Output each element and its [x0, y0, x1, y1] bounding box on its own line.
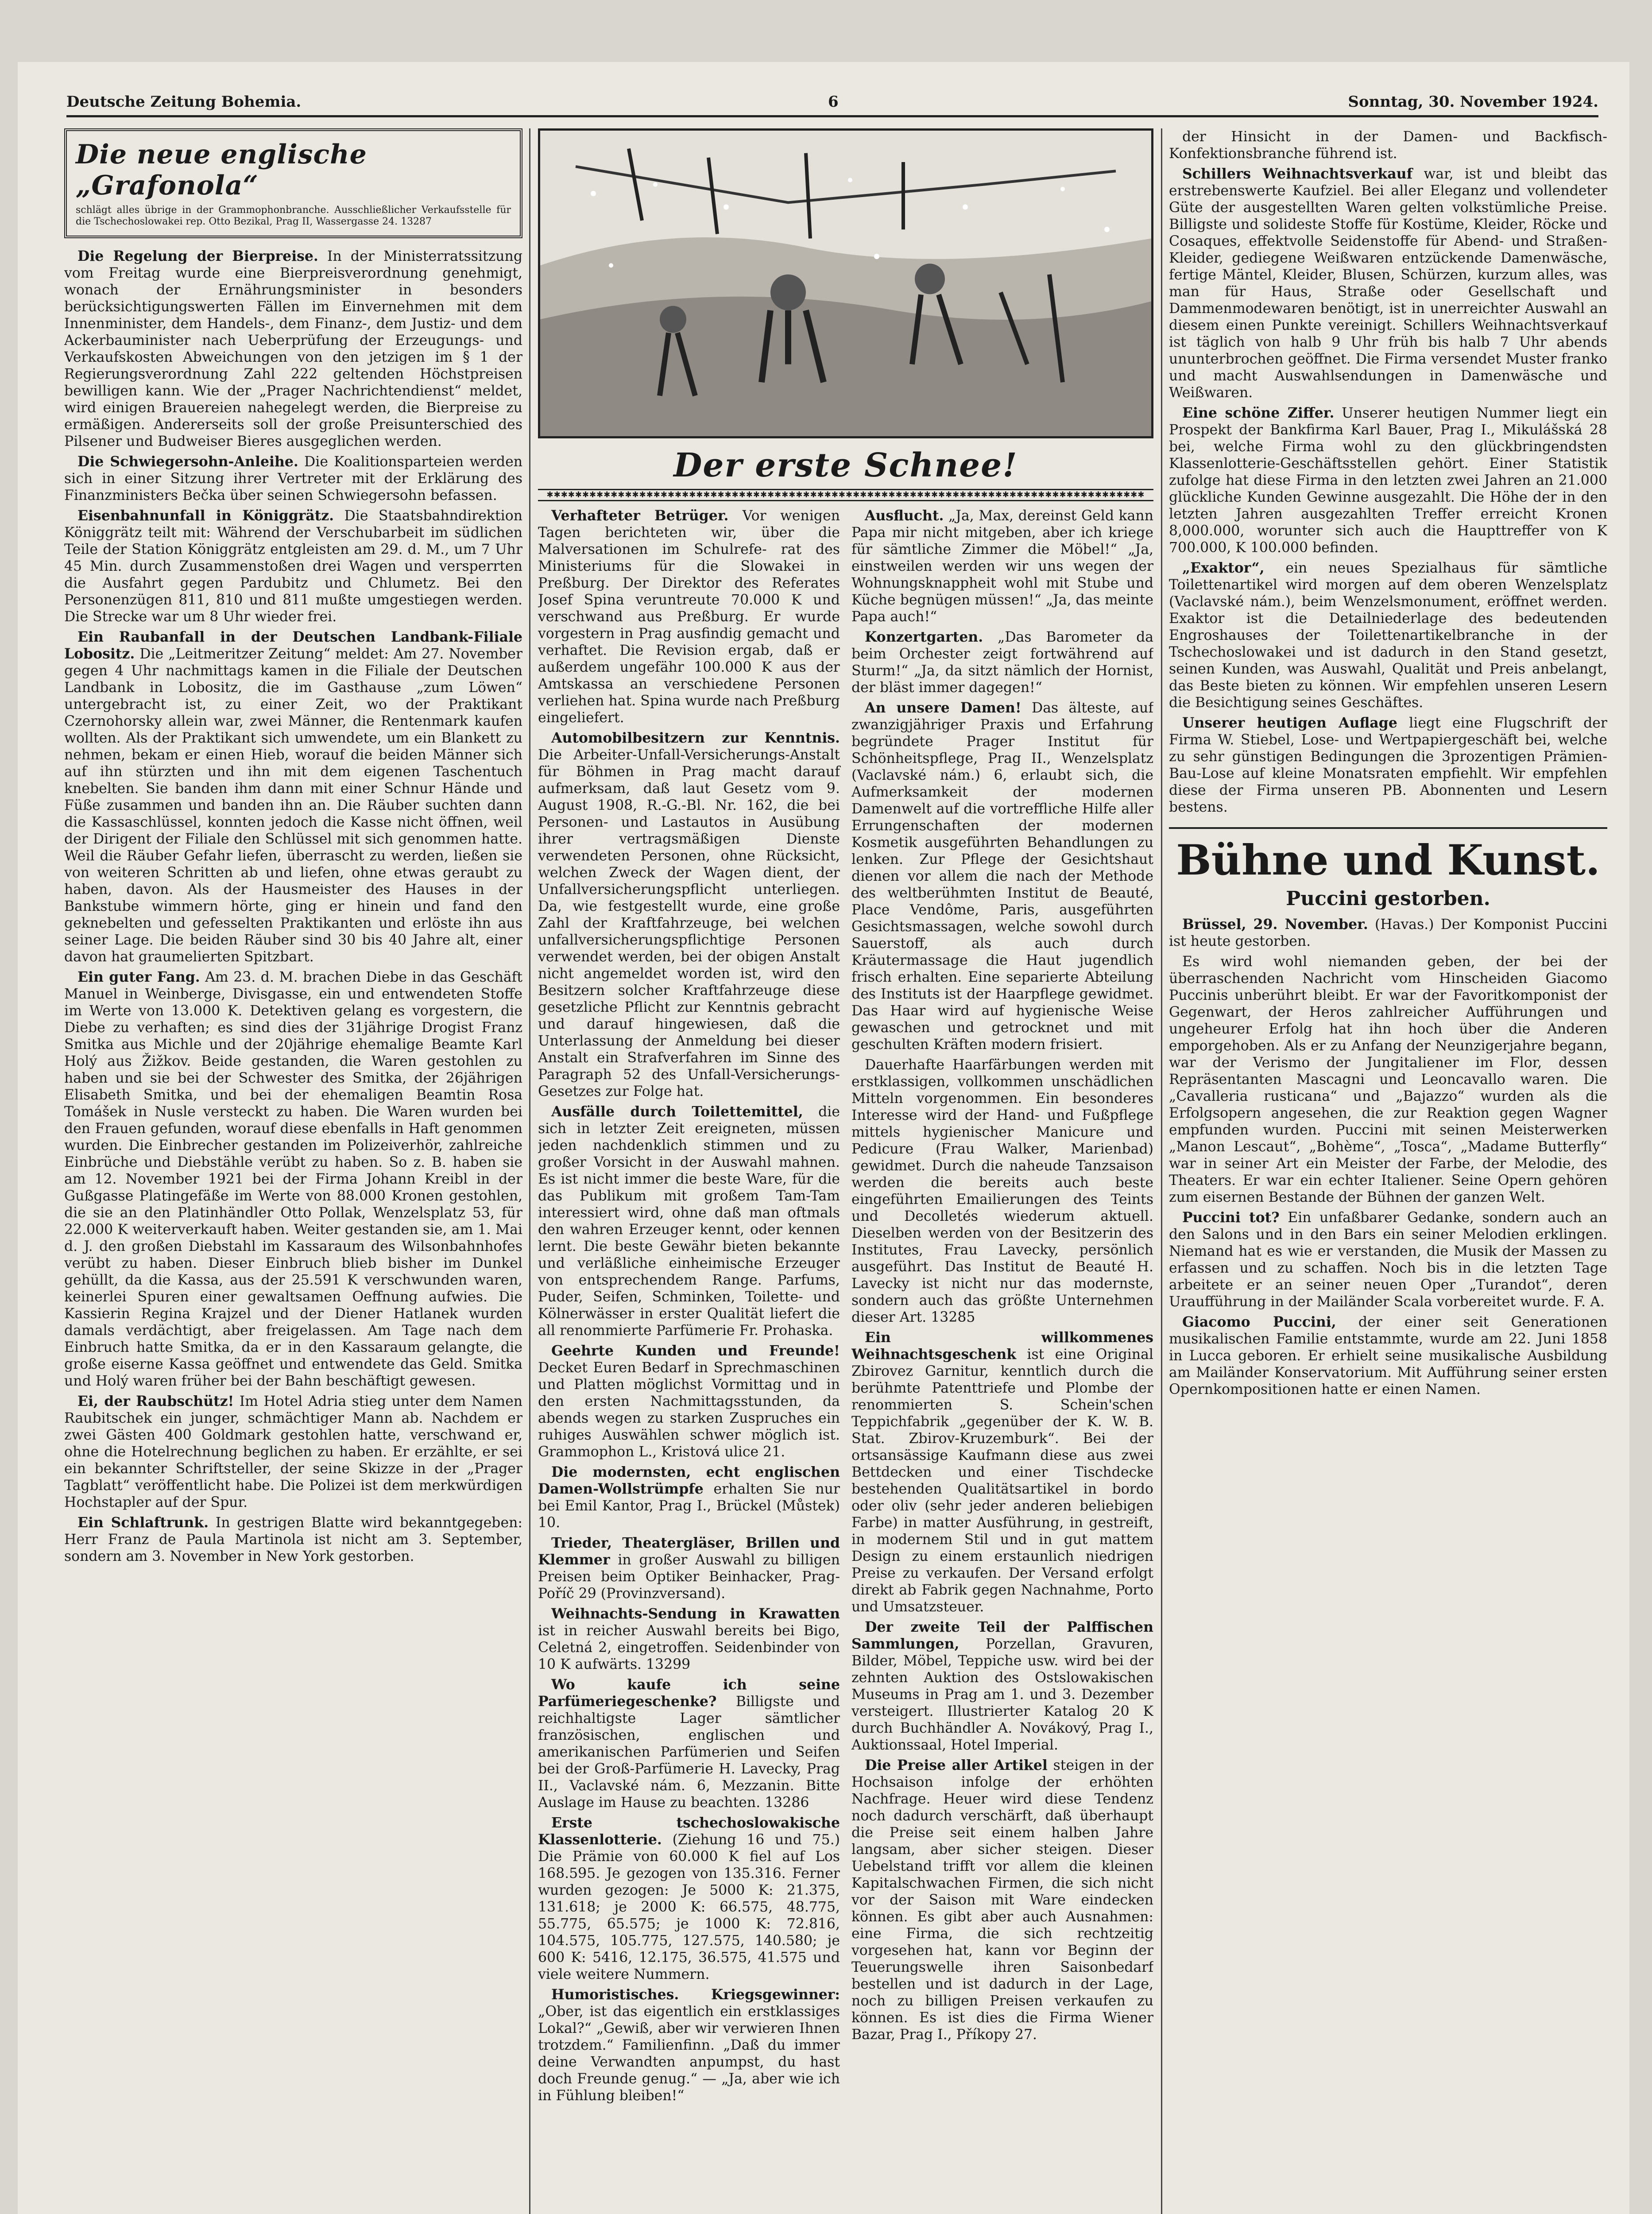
article-paragraph [851, 1057, 1153, 1326]
article-headline: Eine schöne Ziffer. [1182, 405, 1335, 421]
article-headline: An unsere Damen! [865, 700, 1021, 716]
article-text: (Havas.) Der Komponist Puccini ist heute gestorben. [1169, 917, 1607, 949]
article-headline: Ein guter Fang. [77, 969, 200, 985]
article-text: Billigste und reichhaltigste Lager sämtlicher französischen, englischen und amerikanischen Parfümerien und Seifen bei der Groß-Parfümerie H. Lavecky, Prag II., Vaclavské nám. 6, Mezzanin. Bitte Auslage im Hause zu beachten. 13286 [538, 1694, 840, 1811]
illustration-first-snow [538, 128, 1153, 438]
article-headline: Brüssel, 29. November. [1182, 916, 1368, 933]
article-paragraph [1169, 1314, 1607, 1398]
article-headline: Verhafteter Betrüger. [551, 507, 729, 524]
article-headline: Humoristisches. Kriegsgewinner: [551, 1986, 840, 2003]
article-paragraph [538, 1986, 840, 2104]
article-list [1169, 128, 1607, 816]
article-paragraph [851, 1329, 1153, 1615]
article-text: Es wird wohl niemanden geben, der bei der überraschenden Nachricht vom Hinscheiden Giacomo Puccinis unberührt bleibt. Er war der Favoritkomponist der Gegenwart, der Heros zahlreicher Aufführungen und ungeheurer Erfolg hat ihn hoch über die Anderen emporgehoben. Als er zu Anfang der Neunzigerjahre begann, war der Verismo der Jungitaliener im Flor, dessen Repräsentanten Mascagni und Leoncavallo waren. Die „Cavalleria rusticana“ und „Bajazzo“ wurden als die Erfolgsopern angesehen, die zur Reaktion gegen Wagner empfunden wurden. Puccini mit seinen Meisterwerken „Manon Lescaut“, „Bohème“, „Tosca“, „Madame Butterfly“ war in seiner Art ein Meister der Farbe, der Melodie, des Theaters. Er war ein echter Italiener. Seine Opern gehören zum eisernen Bestande der Bühnen der ganzen Welt. [1169, 954, 1607, 1205]
snow-scene-drawing [540, 131, 1151, 436]
article-text: Im Hotel Adria stieg unter dem Namen Raubitschek ein junger, schmächtiger Mann ab. Nachdem er zwei Gästen 400 Goldmark gestohlen hatte, verschwand er, ohne die Hotelrechnung beglichen zu haben. Er erzählte, er sei ein bekannter Schriftsteller, der seine Skizze in der „Prager Tagblatt“ veröffentlicht habe. Die Polizei ist dem merkwürdigen Hochstapler auf der Spur. [64, 1393, 522, 1510]
article-paragraph [1169, 916, 1607, 950]
article-text: Porzellan, Gravuren, Bilder, Möbel, Teppiche usw. wird bei der zehnten Auktion des Ostslowakischen Museums in Prag am 1. und 3. Dezember versteigert. Illustrierter Katalog 20 K durch Buchhändler A. Novákový, Prag I., Auktionssaal, Hotel Imperial. [851, 1636, 1153, 1753]
column-middle [538, 128, 1153, 2214]
article-paragraph [851, 1757, 1153, 2043]
article-paragraph [64, 1393, 522, 1511]
article-text: erhalten Sie nur bei Emil Kantor, Prag I., Brückel (Můstek) 10. [538, 1481, 840, 1531]
article-paragraph [64, 629, 522, 965]
article-list [851, 507, 1153, 2108]
article-headline: Die Regelung der Bierpreise. [77, 248, 318, 264]
column-rule [1161, 128, 1162, 2214]
article-text: ist eine Original Zbirovez Garnitur, kenntlich durch die berühmte Patenttriefe und Plombe der renommierten S. Schein'schen Teppichfabrik „gegenüber der K. W. B. Stat. Zbirov-Kruzemburk“. Bei der ortsansässige Kaufmann diese aus zwei Bettdecken und einer Tischdecke bestehenden Qualitätsartikel in bordo oder oliv (sehr jeder anderen beliebigen Farbe) in matter Ausführung, in gestreift, in modernem Stil und in gut mattem Design zu einem erstaunlich niedrigen Preise zu verkaufen. Der Versand erfolgt direkt ab Fabrik gegen Nachnahme, Porto und Umsatzsteuer. [851, 1347, 1153, 1615]
article-list [64, 248, 522, 1565]
article-text: Die Staatsbahndirektion Königgrätz teilt mit: Während der Verschubarbeit im südlichen Teile der Station Königgrätz entgleisten am 29. d. M., um 7 Uhr 45 Min. durch Zusammenstoßen drei Wagen und versperrten die Ausfahrt gegen Pardubitz und Chlumetz. Bei den Personenzügen 811, 810 und 811 mußte umgestiegen werden. Die Strecke war um 8 Uhr wieder frei. [64, 508, 522, 625]
page-number: 6 [828, 93, 839, 111]
article-text: Dauerhafte Haarfärbungen werden mit erstklassigen, vollkommen unschädlichen Mitteln vorgenommen. Ein besonderes Interesse wird der Hand- und Fußpflege mittels hygienischer Manicure und Pedicure (Frau Walker, Marienbad) gewidmet. Durch die naheude Tanzsaison werden die bereits auch beste eingeführten Emailierungen des Teints und Decolletés wiederum aktuell. Dieselben werden von der Besitzerin des Institutes, Frau Lavecky, persönlich ausgeführt. Das Institut de Beauté H. Lavecky ist nicht nur das modernste, sondern auch das größte Unternehmen dieser Art. 13285 [851, 1057, 1153, 1325]
article-paragraph [538, 1676, 840, 1811]
column-right [1169, 128, 1607, 2214]
article-text: „Ober, ist das eigentlich ein erstklassiges Lokal?“ „Gewiß, aber wir verwieren Ihnen trotzdem.“ Familienfinn. „Daß du immer deine Verwandten anpumpst, du hast doch Freunde genug.“ — „Ja, aber wie ich in Fühlung bleiben!“ [538, 2004, 840, 2104]
article-headline: Ein Raubanfall in der Deutschen Landbank-Filiale Lobositz. [64, 629, 522, 662]
article-text: ist in reicher Auswahl bereits bei Bigo, Celetná 2, eingetroffen. Seidenbinder von 10 K aufwärts. 13299 [538, 1623, 840, 1672]
article-text: die sich in letzter Zeit ereigneten, müssen jeden nachdenklich stimmen und zu großer Vorsicht in der Auswahl mahnen. Es ist nicht immer die beste Ware, für die das Publikum mit großem Tam-Tam interessiert wird, ohne daß man oftmals den wahren Erzeuger kennt, oder kennen lernt. Die beste Gewähr bieten bekannte und verläßliche einheimische Erzeuger von entsprechendem Range. Parfums, Puder, Seifen, Schminken, Toilette- und Kölnerwässer in erster Qualität liefert die all renommierte Parfümerie Fr. Prohaska. [538, 1104, 840, 1339]
article-headline: „Exaktor“, [1182, 560, 1265, 576]
article-headline: Die Schwiegersohn-Anleihe. [77, 453, 298, 470]
article-paragraph [1169, 953, 1607, 1206]
section-title: Bühne und Kunst. [1169, 827, 1607, 885]
illustration-caption: Der erste Schnee! [673, 446, 1018, 484]
article-text: Unserer heutigen Nummer liegt ein Prospekt der Bankfirma Karl Bauer, Prag I., Mikulášská 28 bei, welche Firma wohl zu den glückbringendsten Klassenlotterie-Geschäftsstellen gehört. Einer Statistik zufolge hat diese Firma in den letzten zwei Jahren an 21.000 glückliche Kunden Gewinne ausgezahlt. Die Höhe der in den letzten Jahren ausgezahlten Treffer erreicht Kronen 8,000.000, worunter sich auch die Haupttreffer von K 700.000, K 100.000 befinden. [1169, 405, 1607, 556]
article-paragraph [538, 1103, 840, 1339]
newspaper-page [18, 62, 1629, 2214]
article-paragraph [1169, 1209, 1607, 1310]
page-header [66, 89, 1598, 117]
article-headline: Konzertgarten. [865, 629, 983, 645]
article-text: Das älteste, auf zwanzigjähriger Praxis und Erfahrung begründete Prager Institut für Schönheitspflege, Prag II., Wenzelsplatz (Vaclavské nám.) 6, erlaubt sich, die Aufmerksamkeit der modernen Damenwelt auf die vortreffliche Hilfe aller Errungenschaften der modernen Kosmetik ausgeführten Behandlungen zu lenken. Zur Pflege der Gesichtshaut dienen vor allem die nach der Methode des weltberühmten Institut de Beauté, Place Vendôme, Paris, ausgeführten Gesichtsmassagen, welche sowohl durch Sauerstoff, als auch durch Kräutermassage die Haut jugendlich frisch erhalten. Eine separierte Abteilung des Instituts ist der Haarpflege gewidmet. Das Haar wird auf hygienische Weise gewaschen und getrocknet und mit geschulten Kräften modern frisiert. [851, 700, 1153, 1053]
article-text: ein neues Spezialhaus für sämtliche Toilettenartikel wird morgen auf dem oberen Wenzelsplatz (Vaclavské nám.), beim Wenzelsmonument, eröffnet werden. Exaktor ist die Detailniederlage des bedeutenden Engroshauses der Toilettenartikelbranche in der Tschechoslowakei und ist dadurch in den Stand gesetzt, seinen Kunden, was Auswahl, Qualität und Preis anbelangt, das Beste bieten zu können. Wir empfehlen unseren Lesern die Besichtigung seines Geschäftes. [1169, 560, 1607, 711]
article-text: der Hinsicht in der Damen- und Backfisch-Konfektionsbranche führend ist. [1169, 129, 1607, 162]
article-headline: Puccini tot? [1182, 1209, 1280, 1226]
article-list [1169, 916, 1607, 1398]
article-paragraph [851, 629, 1153, 696]
article-headline: Trieder, Theatergläser, Brillen und Klemmer [538, 1535, 840, 1568]
article-headline: Ausflucht. [865, 507, 944, 524]
article-headline: Erste tschechoslowakische Klassenlotterie. [538, 1815, 840, 1848]
article-text: der einer seit Generationen musikalischen Familie entstammte, wurde am 22. Juni 1858 in Lucca geboren. Er erhielt seine musikalische Ausbildung am Mailänder Konservatorium. Mit Aufführung seiner ersten Opernkompositionen hatte er einen Namen. [1169, 1314, 1607, 1397]
article-headline: Weihnachts-Sendung in Krawatten [551, 1606, 840, 1622]
article-headline: Geehrte Kunden und Freunde! [551, 1343, 840, 1359]
article-headline: Ein willkommenes Weihnachtsgeschenk [851, 1329, 1153, 1362]
article-text: Vor wenigen Tagen berichteten wir, über die Malversationen im Schulrefe- rat des Ministeriums für die Slowakei in Preßburg. Der Direktor des Referates Josef Spina veruntreute 70.000 K und verschwand aus Preßburg. Er wurde vorgestern in Prag ausfindig gemacht und verhaftet. Die Revision ergab, daß er außerdem ungefähr 100.000 K aus der Amtskassa an verschiedene Personen verliehen hat. Spina wurde nach Preßburg eingeliefert. [538, 508, 840, 726]
article-paragraph [64, 969, 522, 1390]
article-paragraph [64, 507, 522, 625]
article-headline: Schillers Weihnachtsverkauf [1182, 166, 1413, 182]
middle-split-columns [538, 507, 1153, 2108]
article-paragraph [538, 507, 840, 726]
article-paragraph [64, 1514, 522, 1565]
article-text: Die „Leitmeritzer Zeitung“ meldet: Am 27. November gegen 4 Uhr nachmittags kamen in die Filiale der Deutschen Landbank in Lobositz, die im Gasthause „zum Löwen“ untergebracht ist, zu einer Zeit, wo der Praktikant Czernohorsky allein war, zwei Männer, die Rentenmark kaufen wollten. Als der Praktikant sich umwendete, um ein Blankett zu nehmen, bekam er einen Hieb, worauf die beiden Männer sich auf ihn stürzten und ihn mit dem eigenen Taschentuch knebelten. Sie banden ihm dann mit einer Schnur Hände und Füße zusammen und banden ihn an. Die Räuber suchten dann die Kassaschlüssel, konnten jedoch die Kasse nicht öffnen, weil der Dirigent der Filiale den Schlüssel mit sich genommen hatte. Weil die Räuber Gefahr liefen, überrascht zu werden, ließen sie von weiteren Schritten ab und liefen, ohne etwas geraubt zu haben, davon. Als der Hausmeister des Hauses in der Bankstube wimmern hörte, ging er hinein und fand den geknebelten und gefesselten Praktikanten und erlöste ihn aus seiner Lage. Die beiden Räuber sind 30 bis 40 Jahre alt, einer davon hat graumelierten Spitzbart. [64, 646, 522, 965]
column-rule [529, 128, 530, 2214]
article-text: In der Ministerratssitzung vom Freitag wurde eine Bierpreisverordnung genehmigt, wonach der Ernährungsminister in besonders berücksichtigungswerten Fällen im Einvernehmen mit dem Innenminister, dem Handels-, dem Finanz-, dem Justiz- und dem Ackerbauminister nach Ueberprüfung der Erzeugungs- und Verkaufskosten Abweichungen von den jetzigen im § 1 der Regierungsverordnung Zahl 222 geltenden Höchstpreisen bewilligen kann. Wie der „Prager Nachrichtendienst“ meldet, wird einigen Brauereien nahegelegt werden, die Bierpreise zu ermäßigen. Andererseits soll der große Preisunterschied des Pilsener und Budweiser Bieres ausgeglichen werden. [64, 248, 522, 449]
article-paragraph [64, 453, 522, 504]
article-text: in großer Auswahl zu billigen Preisen beim Optiker Beinhacker, Prag-Poříč 29 (Provinzversand). [538, 1552, 840, 1602]
article-headline: Die modernsten, echt englischen Damen-Wollstrümpfe [538, 1464, 840, 1497]
article-headline: Giacomo Puccini, [1182, 1314, 1336, 1330]
article-text: In gestrigen Blatte wird bekanntgegeben: Herr Franz de Paula Martinola ist nicht am 3. September, sondern am 3. November in New York gestorben. [64, 1515, 522, 1564]
issue-date: Sonntag, 30. November 1924. [1348, 93, 1598, 111]
article-headline: Wo kaufe ich seine Parfümeriegeschenke? [538, 1676, 840, 1710]
section-subtitle: Puccini gestorben. [1286, 887, 1490, 910]
article-paragraph [1169, 560, 1607, 711]
ornament-divider: ✱✱✱✱✱✱✱✱✱✱✱✱✱✱✱✱✱✱✱✱✱✱✱✱✱✱✱✱✱✱✱✱✱✱✱✱✱✱✱✱✱✱✱✱✱✱✱✱✱✱✱✱✱✱✱✱✱✱✱✱✱✱✱✱✱✱✱✱✱✱✱✱✱✱✱✱✱✱✱✱✱✱✱✱ [538, 489, 1153, 501]
ad-title: Die neue englische „Grafonola“ [76, 139, 367, 201]
article-headline: Ausfälle durch Toilettemittel, [551, 1103, 803, 1120]
article-paragraph [538, 1343, 840, 1460]
article-paragraph [851, 1619, 1153, 1753]
advertisement-grafonola [64, 128, 522, 238]
article-text: „Ja, Max, dereinst Geld kann Papa mir nicht mitgeben, aber ich kriege für sämtliche Zimmer die Möbel!“ „Ja, einstweilen werden wir uns wegen der Wohnungsknappheit wohl mit Stube und Küche begnügen müssen!“ „Ja, das meinte Papa auch!“ [851, 508, 1153, 625]
article-paragraph [851, 507, 1153, 625]
article-text: Decket Euren Bedarf in Sprechmaschinen und Platten möglichst Vormittag und in den ersten Nachmittagsstunden, da abends wegen zu starken Zuspruches ein ruhiges Auswählen schwer möglich ist. Grammophon L., Kristová ulice 21. [538, 1360, 840, 1460]
ad-text: schlägt alles übrige in der Grammophonbranche. Ausschließlicher Verkaufsstelle für die Tschechoslowakei rep. Otto Bezikal, Prag II, Wassergasse 24. 13287 [76, 205, 511, 227]
article-text: (Ziehung 16 und 75.) Die Prämie von 60.000 K fiel auf Los 168.595. Je gezogen von 135.316. Ferner wurden gezogen: Je 5000 K: 21.375, 131.618; je 2000 K: 66.575, 48.775, 55.775, 65.575; je 1000 K: 72.816, 104.575, 105.775, 127.575, 140.580; je 600 K: 5416, 12.175, 36.575, 41.575 und viele weitere Nummern. [538, 1832, 840, 1982]
column-left [64, 128, 522, 2214]
article-text: Die Arbeiter-Unfall-Versicherungs-Anstalt für Böhmen in Prag macht darauf aufmerksam, daß laut Gesetz vom 9. August 1908, R.-G.-Bl. Nr. 162, die bei Personen- und Lastautos in Ausübung ihrer vertragsmäßigen Dienste verwendeten Personen, ohne Rücksicht, welchen Zweck der Wagen dient, der Unfallversicherungspflicht unterliegen. Da, wie festgestellt wurde, eine große Zahl der Kraftfahrzeuge, bei welchen unfallversicherungspflichtige Personen verwendet werden, bei der obigen Anstalt nicht angemeldet worden ist, wird den Besitzern solcher Kraftfahrzeuge diese gesetzliche Pflicht zur Kenntnis gebracht und darauf hingewiesen, daß die Unterlassung der Anmeldung bei dieser Anstalt ein Strafverfahren im Sinne des Paragraph 52 des Unfall-Versicherungs-Gesetzes zur Folge hat. [538, 747, 840, 1099]
article-headline: Ei, der Raubschütz! [77, 1393, 234, 1409]
article-paragraph [1169, 405, 1607, 556]
article-headline: Die Preise aller Artikel [865, 1757, 1048, 1773]
article-text: liegt eine Flugschrift der Firma W. Stiebel, Lose- und Wertpapiergeschäft bei, welche zu sehr günstigen Bedingungen die 3prozentigen Prämien-Bau-Lose auf kleine Monatsraten empfiehlt. Wir empfehlen diese der Firma unseren PB. Abonnenten und Lesern bestens. [1169, 715, 1607, 815]
article-paragraph [538, 1464, 840, 1531]
article-paragraph [538, 1606, 840, 1673]
article-headline: Automobilbesitzern zur Kenntnis. [551, 730, 840, 746]
article-paragraph [1169, 715, 1607, 816]
article-text: steigen in der Hochsaison infolge der erhöhten Nachfrage. Heuer wird diese Tendenz noch dadurch verschärft, daß überhaupt die Preise seit einem halben Jahre langsam, aber sicher steigen. Dieser Uebelstand trifft vor allem die kleinen Kapitalschwachen Firmen, die sich nicht vor der Saison mit Ware eindecken können. Es gibt aber auch Ausnahmen: eine Firma, die sich rechtzeitig vorgesehen hat, kann vor Beginn der Teuerungswelle ihren Saisonbedarf bestellen und ist dadurch in der Lage, noch zu billigen Preisen verkaufen zu können. Es ist dies die Firma Wiener Bazar, Prag I., Příkopy 27. [851, 1757, 1153, 2043]
article-text: war, ist und bleibt das erstrebenswerte Kaufziel. Bei aller Eleganz und vollendeter Güte der ausgestellten Waren gelten volkstümliche Preise. Billigste und solideste Stoffe für Kostüme, Kleider, Röcke und Cosaques, effektvolle Seidenstoffe für Abend- und Straßen-Kleider, gediegene Weißwaren entzückende Damenwäsche, fertige Mäntel, Kleider, Blusen, Schürzen, kurzum alles, was man für Haus, Straße oder Gesellschaft und Dammenmodewaren benötigt, ist in unerreichter Auswahl an diesem einen Punkte vereinigt. Schillers Weihnachtsverkauf ist täglich von halb 9 Uhr früh bis halb 7 Uhr abends ununterbrochen geöffnet. Die Firma versendet Muster franko und macht Auswahlsendungen in Damenwäsche und Weißwaren. [1169, 166, 1607, 401]
newspaper-name: Deutsche Zeitung Bohemia. [66, 93, 302, 111]
article-headline: Eisenbahnunfall in Königgrätz. [77, 507, 334, 524]
article-headline: Der zweite Teil der Palffischen Sammlungen, [851, 1619, 1153, 1652]
article-text: Am 23. d. M. brachen Diebe in das Geschäft Manuel in Weinberge, Divisgasse, ein und entwendeten Stoffe im Werte von 13.000 K. Detektiven gelang es vorgestern, die Diebe zu verhaften; es sind dies der 31jährige Drogist Franz Smitka aus Michle und der 20jährige ehemalige Beamte Karl Holý aus Žižkov. Beide gestanden, die Waren gestohlen zu haben und sie bei der Schwester des Smitka, der 26jährigen Elisabeth Smitka, und bei der ehemaligen Beamtin Rosa Tomášek in Nusle versteckt zu haben. Die Waren wurden bei den Frauen gefunden, worauf diese ebenfalls in Haft genommen wurden. Die Einbrecher gestanden im Polizeiverhör, zahlreiche Einbrüche und Diebstähle verübt zu haben. So z. B. haben sie am 12. November 1921 bei der Firma Johann Kreibl in der Gußgasse Platingefäße im Werte von 88.000 Kronen gestohlen, die sie an den Platinhändler Otto Pollak, Wenzelsplatz 53, für 22.000 K weiterverkauft haben. Weiter gestanden sie, am 1. Mai d. J. den großen Diebstahl im Kassaraum des Wilsonbahnhofes verübt zu haben. Dieser Einbruch blieb bisher im Dunkel gehüllt, da die Kassa, aus der 25.591 K verschwunden waren, keinerlei Spuren einer gewaltsamen Oeffnung aufwies. Die Kassierin Regina Krajzel und der Diener Hatlanek wurden damals verdächtigt, aber freigelassen. Am Tage nach dem Einbruch hatte Smitka, da er in den Kassaraum gelangte, die große eiserne Kassa geöffnet und entwendete das Geld. Smitka und Holý waren früher bei der Bahn beschäftigt gewesen. [64, 969, 522, 1389]
article-text: Ein unfaßbarer Gedanke, sondern auch an den Salons und in den Bars ein seiner Melodien erklingen. Niemand hat es wie er verstanden, die Musik der Massen zu erfassen und zu schaffen. Noch bis in die letzten Tage arbeitete er an seiner neuen Oper „Turandot“, deren Uraufführung in der Mailänder Scala vorbereitet wurde. F. A. [1169, 1210, 1607, 1310]
article-paragraph [538, 1535, 840, 1602]
article-paragraph [538, 1815, 840, 1983]
article-paragraph [1169, 166, 1607, 401]
article-headline: Unserer heutigen Auflage [1182, 715, 1397, 731]
article-paragraph [538, 730, 840, 1100]
article-text: Die Koalitionsparteien werden sich in einer Sitzung ihrer Vertreter mit der Erklärung des Finanzministers Bečka über seinen Schwiegersohn befassen. [64, 454, 522, 503]
article-paragraph [1169, 128, 1607, 162]
article-list [538, 507, 840, 2108]
article-text: „Das Barometer da beim Orchester zeigt fortwährend auf Sturm!“ „Ja, da sitzt nämlich der Hornist, der bläst immer dagegen!“ [851, 629, 1153, 696]
article-paragraph [851, 700, 1153, 1053]
article-paragraph [64, 248, 522, 450]
article-headline: Ein Schlaftrunk. [77, 1514, 209, 1531]
